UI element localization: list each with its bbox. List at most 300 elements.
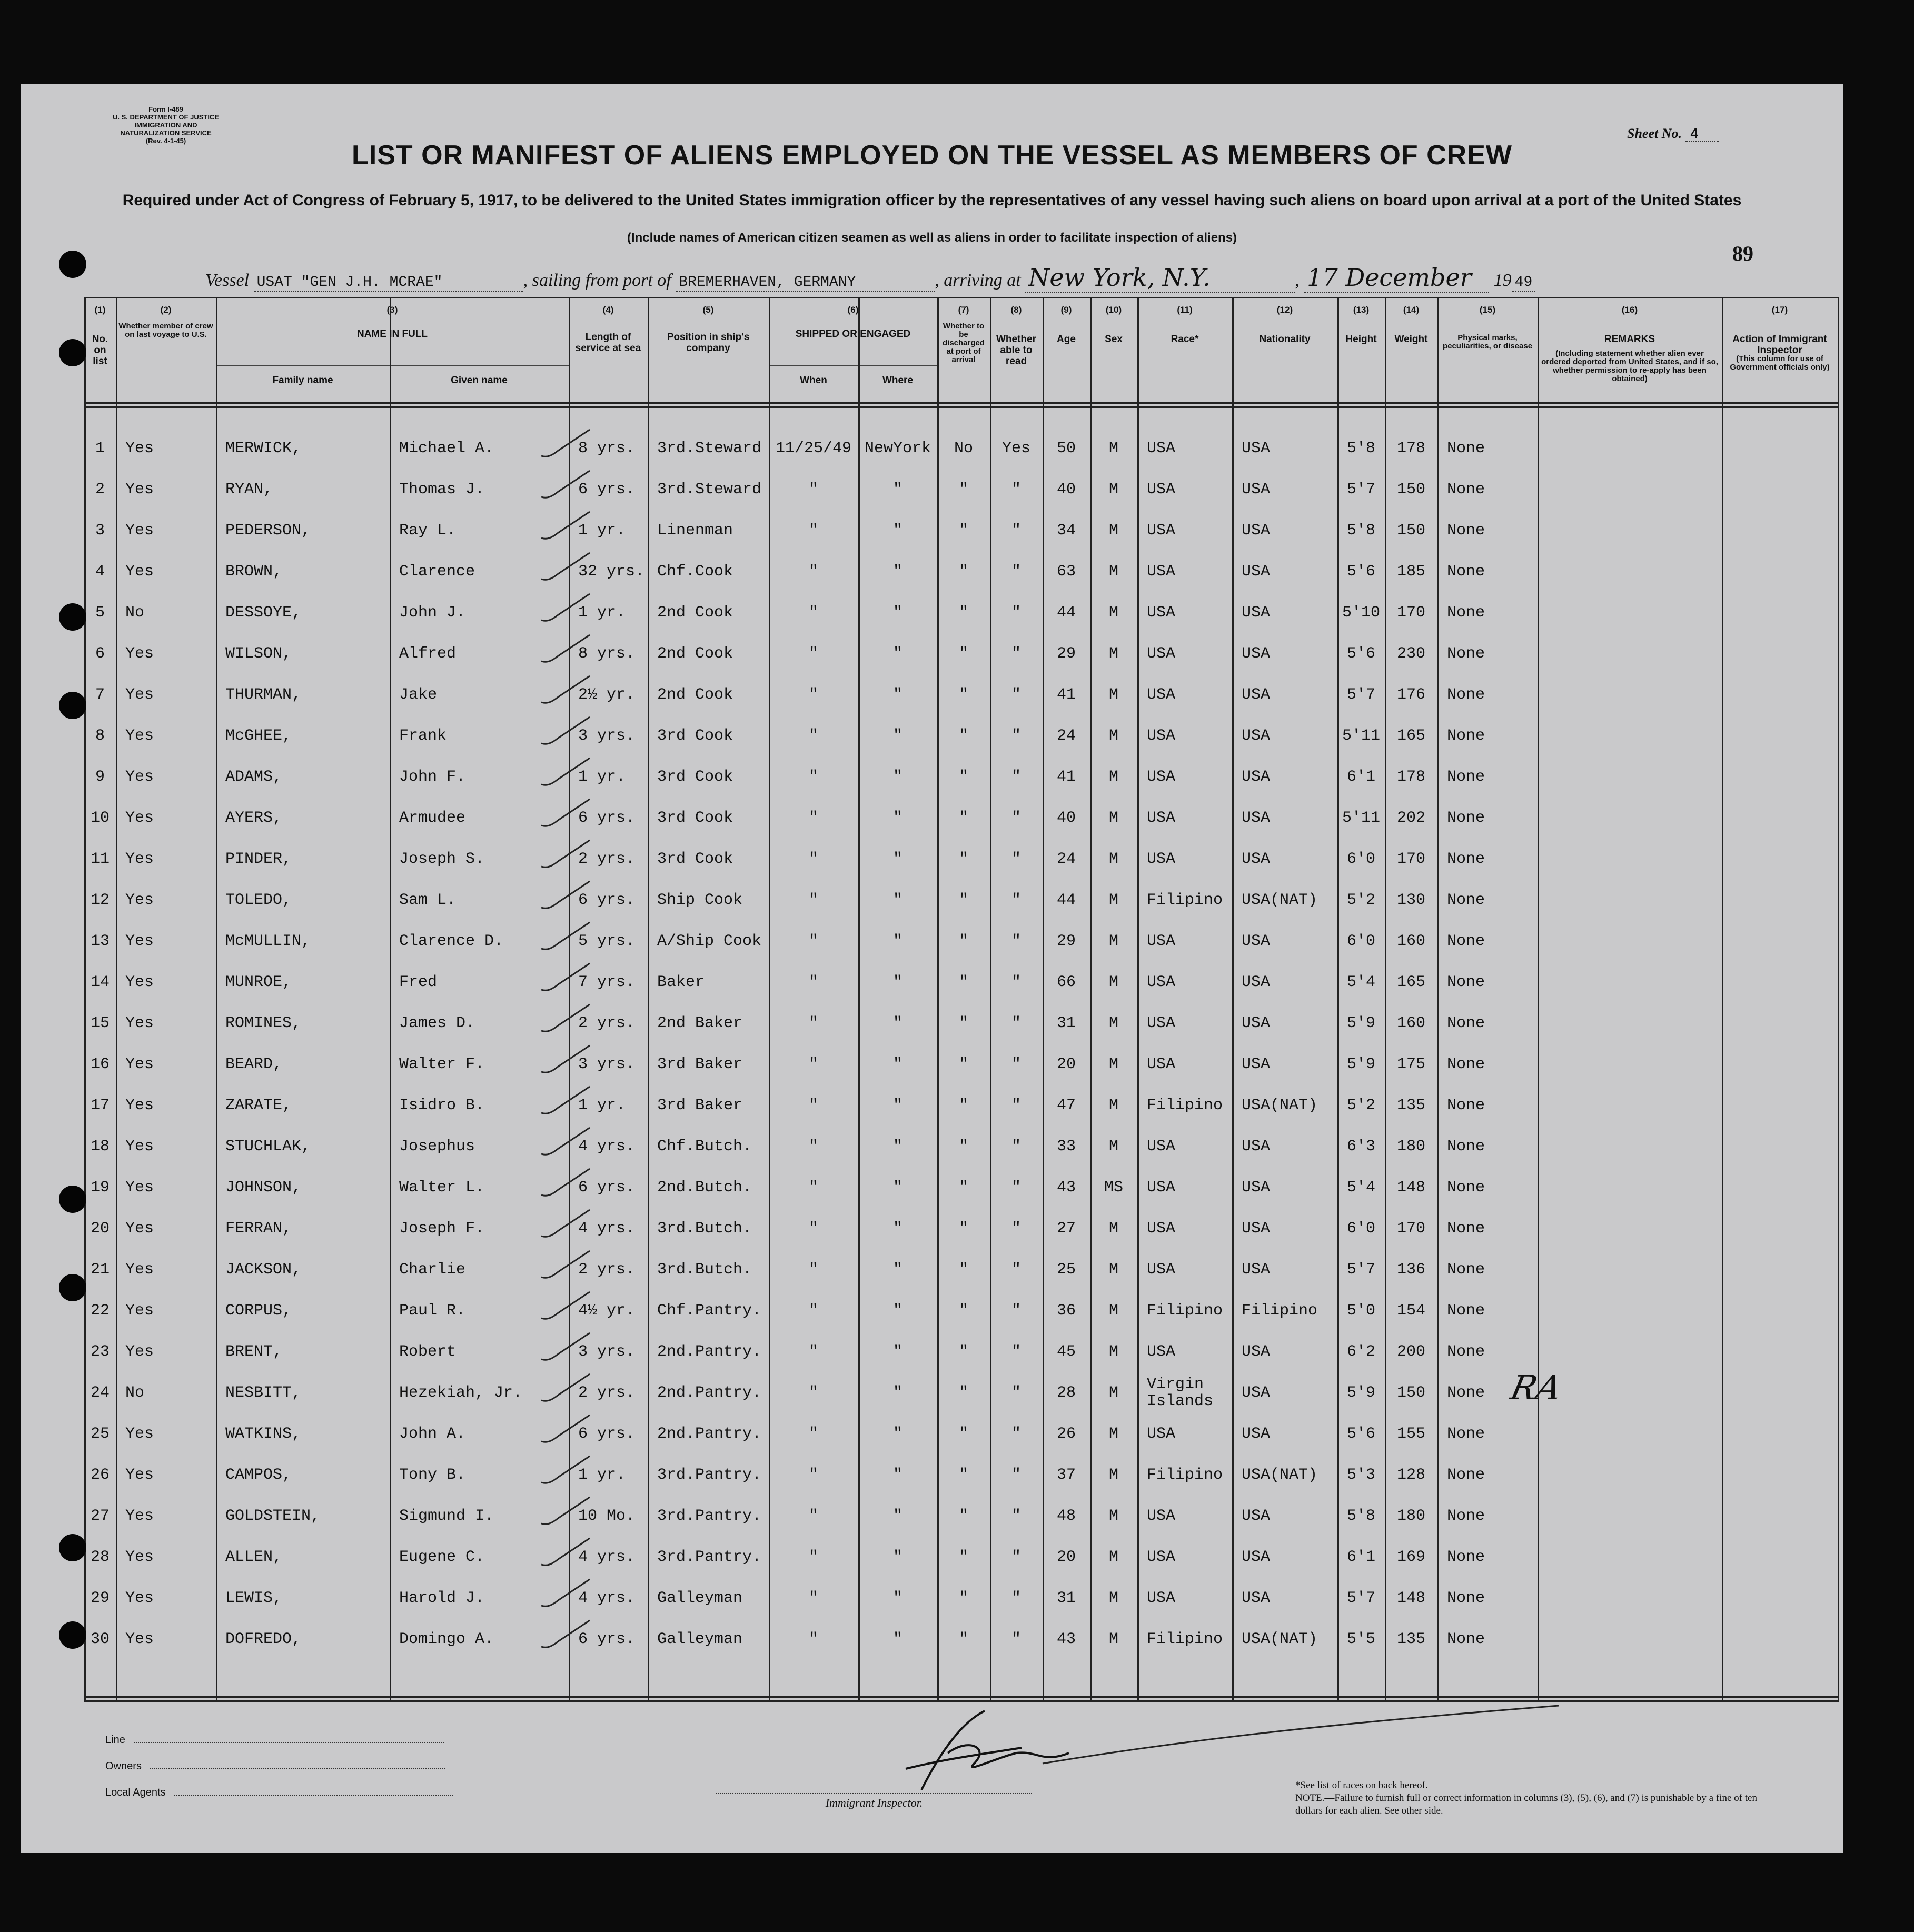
cell-given-name: John A. <box>399 1425 466 1443</box>
crew-row <box>84 1291 1838 1331</box>
cell-age: 44 <box>1056 891 1076 909</box>
owners-label: Owners <box>105 1760 142 1772</box>
cell-race: USA <box>1147 522 1176 540</box>
cell-shipped-when: " <box>808 1384 818 1402</box>
cell-physical-marks: None <box>1447 1220 1485 1238</box>
cell-race: Filipino <box>1147 1302 1223 1320</box>
cell-row-number: 23 <box>90 1343 110 1361</box>
check-mark-icon <box>537 1411 595 1451</box>
crew-row <box>84 552 1838 592</box>
cell-family-name: CAMPOS, <box>225 1466 292 1484</box>
header-c1-label: No. on list <box>92 334 108 367</box>
cell-physical-marks: None <box>1447 645 1485 663</box>
check-mark-icon <box>537 877 595 917</box>
cell-given-name: Hezekiah, Jr. <box>399 1384 523 1402</box>
cell-shipped-when: " <box>808 1548 818 1566</box>
cell-shipped-where: NewYork <box>864 440 931 457</box>
binder-hole <box>59 1186 86 1213</box>
cell-discharged: " <box>958 1589 968 1607</box>
cell-height: 5'7 <box>1346 1261 1375 1279</box>
cell-age: 33 <box>1056 1138 1076 1156</box>
cell-discharged: " <box>958 563 968 581</box>
cell-race: USA <box>1147 1179 1176 1197</box>
cell-age: 40 <box>1056 481 1076 499</box>
check-mark-icon <box>537 507 595 547</box>
cell-able-to-read: " <box>1011 1343 1021 1361</box>
crew-row <box>84 1044 1838 1084</box>
cell-shipped-when: " <box>808 645 818 663</box>
sailing-label: , sailing from port of <box>523 271 671 290</box>
cell-shipped-where: " <box>892 850 903 868</box>
binder-hole <box>59 1274 86 1301</box>
cell-race: USA <box>1147 1589 1176 1607</box>
cell-position: 3rd Baker <box>657 1097 743 1114</box>
header-c7-number: (7) <box>958 305 969 315</box>
cell-given-name: Tony B. <box>399 1466 466 1484</box>
cell-shipped-where: " <box>892 1138 903 1156</box>
cell-family-name: NESBITT, <box>225 1384 302 1402</box>
cell-shipped-where: " <box>892 1014 903 1032</box>
crew-row <box>84 1332 1838 1372</box>
cell-weight: 148 <box>1396 1589 1425 1607</box>
cell-position: 3rd.Steward <box>657 440 762 457</box>
check-mark-icon <box>537 425 595 465</box>
cell-prev-voyage: Yes <box>125 973 154 991</box>
cell-shipped-where: " <box>892 604 903 622</box>
cell-shipped-when: " <box>808 768 818 786</box>
crew-row <box>84 593 1838 633</box>
cell-shipped-when: " <box>808 1261 818 1279</box>
cell-physical-marks: None <box>1447 1055 1485 1073</box>
cell-family-name: FERRAN, <box>225 1220 292 1238</box>
cell-family-name: McGHEE, <box>225 727 292 745</box>
cell-family-name: McMULLIN, <box>225 932 311 950</box>
check-mark-icon <box>537 1575 595 1615</box>
cell-service-length: 6 yrs. <box>578 1630 636 1648</box>
cell-shipped-where: " <box>892 1630 903 1648</box>
cell-family-name: ADAMS, <box>225 768 283 786</box>
crew-row <box>84 429 1838 469</box>
cell-age: 43 <box>1056 1630 1076 1648</box>
cell-prev-voyage: Yes <box>125 1261 154 1279</box>
header-c8-number: (8) <box>1010 305 1022 315</box>
cell-weight: 135 <box>1396 1630 1425 1648</box>
check-mark-icon <box>537 918 595 958</box>
cell-service-length: 3 yrs. <box>578 727 636 745</box>
cell-row-number: 8 <box>95 727 105 745</box>
cell-able-to-read: " <box>1011 645 1021 663</box>
cell-race: USA <box>1147 563 1176 581</box>
cell-given-name: Alfred <box>399 645 457 663</box>
cell-service-length: 8 yrs. <box>578 645 636 663</box>
header-c6-label: SHIPPED OR ENGAGED <box>795 328 911 340</box>
cell-sex: M <box>1108 1014 1118 1032</box>
cell-race: USA <box>1147 645 1176 663</box>
cell-nationality: USA <box>1242 1261 1271 1279</box>
check-mark-icon <box>537 631 595 671</box>
cell-sex: M <box>1108 686 1118 704</box>
cell-sex: M <box>1108 1589 1118 1607</box>
cell-height: 6'0 <box>1346 932 1375 950</box>
cell-row-number: 1 <box>95 440 105 457</box>
cell-sex: M <box>1108 891 1118 909</box>
cell-row-number: 22 <box>90 1302 110 1320</box>
header-c15-number: (15) <box>1479 305 1496 315</box>
cell-discharged: " <box>958 1548 968 1566</box>
cell-shipped-where: " <box>892 891 903 909</box>
cell-position: A/Ship Cook <box>657 932 762 950</box>
cell-race: USA <box>1147 1548 1176 1566</box>
header-c13-label: Height <box>1345 334 1377 345</box>
crew-row <box>84 1085 1838 1126</box>
cell-physical-marks: None <box>1447 973 1485 991</box>
cell-given-name: Eugene C. <box>399 1548 485 1566</box>
cell-service-length: 1 yr. <box>578 768 626 786</box>
cell-shipped-when: " <box>808 1014 818 1032</box>
cell-nationality: USA <box>1242 727 1271 745</box>
header-c17-label: Action of Immigrant Inspector <box>1732 334 1827 356</box>
cell-family-name: PINDER, <box>225 850 292 868</box>
cell-discharged: " <box>958 973 968 991</box>
cell-prev-voyage: Yes <box>125 1179 154 1197</box>
cell-sex: M <box>1108 440 1118 457</box>
voyage-line: Vessel USAT "GEN J.H. MCRAE" , sailing from port of BREMERHAVEN, GERMANY , arriving at New York, N.Y. , 17 December 19 49 <box>205 263 1535 293</box>
cell-shipped-when: " <box>808 1097 818 1114</box>
cell-height: 5'2 <box>1346 891 1375 909</box>
cell-height: 5'8 <box>1346 522 1375 540</box>
cell-age: 28 <box>1056 1384 1076 1402</box>
cell-position: Chf.Pantry. <box>657 1302 762 1320</box>
cell-height: 5'2 <box>1346 1097 1375 1114</box>
cell-discharged: " <box>958 1466 968 1484</box>
footnote <box>1295 1779 1759 1817</box>
header-c12-number: (12) <box>1276 305 1293 315</box>
cell-position: Ship Cook <box>657 891 743 909</box>
remark-initials: RA <box>1507 1369 1565 1408</box>
cell-family-name: JOHNSON, <box>225 1179 302 1197</box>
cell-discharged: " <box>958 1384 968 1402</box>
cell-age: 45 <box>1056 1343 1076 1361</box>
header-c3-number: (3) <box>386 305 398 315</box>
line-field <box>105 1734 444 1746</box>
cell-age: 63 <box>1056 563 1076 581</box>
cell-position: 2nd Baker <box>657 1014 743 1032</box>
cell-able-to-read: " <box>1011 1014 1021 1032</box>
cell-shipped-when: 11/25/49 <box>775 440 852 457</box>
check-mark-icon <box>537 795 595 835</box>
header-c16-label: REMARKS <box>1604 334 1655 345</box>
cell-able-to-read: " <box>1011 522 1021 540</box>
cell-family-name: THURMAN, <box>225 686 302 704</box>
cell-race: Filipino <box>1147 1097 1223 1114</box>
cell-service-length: 6 yrs. <box>578 481 636 499</box>
header-c10-number: (10) <box>1105 305 1122 315</box>
crew-row <box>84 839 1838 879</box>
cell-race: Filipino <box>1147 1466 1223 1484</box>
cell-able-to-read: " <box>1011 1179 1021 1197</box>
cell-given-name: Isidro B. <box>399 1097 485 1114</box>
header-c4-label: Length of service at sea <box>575 332 641 354</box>
cell-physical-marks: None <box>1447 1302 1485 1320</box>
cell-race: Filipino <box>1147 891 1223 909</box>
cell-given-name: Frank <box>399 727 447 745</box>
cell-nationality: USA(NAT) <box>1242 1097 1318 1114</box>
check-mark-icon <box>537 590 595 630</box>
cell-height: 5'6 <box>1346 563 1375 581</box>
header-c17-number: (17) <box>1771 305 1788 315</box>
cell-sex: M <box>1108 1466 1118 1484</box>
cell-physical-marks: None <box>1447 522 1485 540</box>
cell-row-number: 24 <box>90 1384 110 1402</box>
cell-able-to-read: " <box>1011 1220 1021 1238</box>
crew-row <box>84 1250 1838 1290</box>
cell-height: 5'7 <box>1346 481 1375 499</box>
check-mark-icon <box>537 836 595 876</box>
cell-prev-voyage: Yes <box>125 686 154 704</box>
header-c9-number: (9) <box>1060 305 1072 315</box>
cell-prev-voyage: Yes <box>125 1425 154 1443</box>
binder-hole <box>59 603 86 631</box>
check-mark-icon <box>537 959 595 999</box>
cell-race: USA <box>1147 932 1176 950</box>
cell-weight: 130 <box>1396 891 1425 909</box>
cell-shipped-when: " <box>808 1055 818 1073</box>
cell-age: 34 <box>1056 522 1076 540</box>
check-mark-icon <box>537 1329 595 1369</box>
cell-given-name: Josephus <box>399 1138 475 1156</box>
cell-height: 5'6 <box>1346 1425 1375 1443</box>
cell-discharged: " <box>958 522 968 540</box>
cell-prev-voyage: Yes <box>125 891 154 909</box>
cell-family-name: DOFREDO, <box>225 1630 302 1648</box>
cell-family-name: STUCHLAK, <box>225 1138 311 1156</box>
cell-age: 31 <box>1056 1589 1076 1607</box>
cell-nationality: USA <box>1242 809 1271 827</box>
cell-position: 3rd Baker <box>657 1055 743 1073</box>
cell-prev-voyage: Yes <box>125 522 154 540</box>
cell-age: 25 <box>1056 1261 1076 1279</box>
cell-discharged: " <box>958 1302 968 1320</box>
cell-shipped-where: " <box>892 645 903 663</box>
cell-physical-marks: None <box>1447 686 1485 704</box>
shipped-subheader-rule <box>769 365 937 366</box>
cell-weight: 176 <box>1396 686 1425 704</box>
cell-weight: 175 <box>1396 1055 1425 1073</box>
cell-given-name: Walter L. <box>399 1179 485 1197</box>
cell-shipped-when: " <box>808 481 818 499</box>
crew-row <box>84 1455 1838 1495</box>
check-mark-icon <box>537 1616 595 1656</box>
cell-prev-voyage: No <box>125 604 145 622</box>
cell-shipped-when: " <box>808 1507 818 1525</box>
cell-shipped-when: " <box>808 522 818 540</box>
cell-given-name: Paul R. <box>399 1302 466 1320</box>
cell-discharged: " <box>958 727 968 745</box>
cell-row-number: 4 <box>95 563 105 581</box>
cell-shipped-when: " <box>808 932 818 950</box>
cell-physical-marks: None <box>1447 1507 1485 1525</box>
cell-row-number: 21 <box>90 1261 110 1279</box>
cell-weight: 178 <box>1396 768 1425 786</box>
cell-given-name: Thomas J. <box>399 481 485 499</box>
cell-row-number: 12 <box>90 891 110 909</box>
cell-service-length: 7 yrs. <box>578 973 636 991</box>
cell-shipped-where: " <box>892 1179 903 1197</box>
cell-service-length: 4 yrs. <box>578 1548 636 1566</box>
cell-sex: MS <box>1104 1179 1123 1197</box>
arriving-label: , arriving at <box>935 271 1021 290</box>
cell-able-to-read: " <box>1011 1138 1021 1156</box>
crew-row <box>84 1003 1838 1043</box>
cell-family-name: ROMINES, <box>225 1014 302 1032</box>
page-title: LIST OR MANIFEST OF ALIENS EMPLOYED ON THE VESSEL AS MEMBERS OF CREW <box>352 140 1512 171</box>
cell-shipped-where: " <box>892 1425 903 1443</box>
cell-shipped-when: " <box>808 1179 818 1197</box>
cell-given-name: Sigmund I. <box>399 1507 494 1525</box>
cell-position: Galleyman <box>657 1630 743 1648</box>
cell-race: USA <box>1147 1138 1176 1156</box>
cell-able-to-read: " <box>1011 1055 1021 1073</box>
cell-discharged: " <box>958 1097 968 1114</box>
cell-shipped-when: " <box>808 1630 818 1648</box>
cell-able-to-read: " <box>1011 768 1021 786</box>
binder-hole <box>59 1621 86 1649</box>
cell-weight: 150 <box>1396 481 1425 499</box>
cell-height: 5'9 <box>1346 1384 1375 1402</box>
cell-given-name: Ray L. <box>399 522 457 540</box>
check-mark-icon <box>537 1370 595 1410</box>
cell-row-number: 18 <box>90 1138 110 1156</box>
cell-weight: 128 <box>1396 1466 1425 1484</box>
cell-age: 24 <box>1056 727 1076 745</box>
cell-race: USA <box>1147 768 1176 786</box>
cell-prev-voyage: Yes <box>125 850 154 868</box>
cell-sex: M <box>1108 1343 1118 1361</box>
page-subtitle: Required under Act of Congress of February 5, 1917, to be delivered to the United States immigration officer by the representatives of any vessel having such aliens on board upon arrival at a port of the United States <box>122 192 1742 209</box>
cell-height: 5'8 <box>1346 1507 1375 1525</box>
cell-service-length: 6 yrs. <box>578 809 636 827</box>
cell-given-name: James D. <box>399 1014 475 1032</box>
cell-prev-voyage: Yes <box>125 1466 154 1484</box>
crew-row <box>84 470 1838 510</box>
cell-shipped-where: " <box>892 727 903 745</box>
cell-height: 5'5 <box>1346 1630 1375 1648</box>
cell-age: 24 <box>1056 850 1076 868</box>
cell-nationality: USA <box>1242 686 1271 704</box>
cell-height: 6'0 <box>1346 1220 1375 1238</box>
header-c13-number: (13) <box>1353 305 1370 315</box>
cell-physical-marks: None <box>1447 1466 1485 1484</box>
cell-service-length: 1 yr. <box>578 522 626 540</box>
form-identifier <box>105 105 226 145</box>
cell-row-number: 9 <box>95 768 105 786</box>
cell-given-name: Joseph F. <box>399 1220 485 1238</box>
header-c7-label: Whether to be discharged at port of arrival <box>942 322 985 364</box>
cell-service-length: 32 yrs. <box>578 563 645 581</box>
cell-shipped-when: " <box>808 1343 818 1361</box>
cell-shipped-when: " <box>808 1466 818 1484</box>
cell-discharged: " <box>958 891 968 909</box>
cell-able-to-read: " <box>1011 1097 1021 1114</box>
crew-row <box>84 1496 1838 1536</box>
cell-nationality: USA <box>1242 645 1271 663</box>
cell-service-length: 2½ yr. <box>578 686 636 704</box>
cell-family-name: ZARATE, <box>225 1097 292 1114</box>
cell-family-name: GOLDSTEIN, <box>225 1507 321 1525</box>
cell-prev-voyage: Yes <box>125 768 154 786</box>
crew-table <box>84 297 1838 1702</box>
table-bottom-rule <box>84 1696 1838 1698</box>
cell-weight: 230 <box>1396 645 1425 663</box>
cell-age: 43 <box>1056 1179 1076 1197</box>
cell-race: USA <box>1147 1261 1176 1279</box>
cell-able-to-read: " <box>1011 1302 1021 1320</box>
header-action-note: (This column for use of Government officials only) <box>1730 354 1830 372</box>
cell-sex: M <box>1108 768 1118 786</box>
cell-able-to-read: " <box>1011 1507 1021 1525</box>
header-given-name: Given name <box>451 375 508 386</box>
cell-family-name: ALLEN, <box>225 1548 283 1566</box>
owners-field <box>105 1760 445 1772</box>
crew-row <box>84 962 1838 1002</box>
cell-weight: 148 <box>1396 1179 1425 1197</box>
cell-height: 6'1 <box>1346 768 1375 786</box>
cell-given-name: Clarence D. <box>399 932 504 950</box>
cell-physical-marks: None <box>1447 891 1485 909</box>
cell-race: USA <box>1147 1343 1176 1361</box>
cell-nationality: USA <box>1242 850 1271 868</box>
cell-discharged: " <box>958 1507 968 1525</box>
crew-row <box>84 1619 1838 1659</box>
cell-service-length: 5 yrs. <box>578 932 636 950</box>
cell-weight: 200 <box>1396 1343 1425 1361</box>
cell-race: USA <box>1147 973 1176 991</box>
cell-sex: M <box>1108 1220 1118 1238</box>
cell-family-name: RYAN, <box>225 481 273 499</box>
cell-shipped-where: " <box>892 522 903 540</box>
departure-port: BREMERHAVEN, GERMANY <box>676 274 935 292</box>
cell-age: 41 <box>1056 768 1076 786</box>
cell-shipped-where: " <box>892 1384 903 1402</box>
cell-shipped-when: " <box>808 850 818 868</box>
header-c2-number: (2) <box>160 305 172 315</box>
cell-service-length: 2 yrs. <box>578 1384 636 1402</box>
cell-discharged: " <box>958 1425 968 1443</box>
cell-family-name: WILSON, <box>225 645 292 663</box>
header-c1-number: (1) <box>94 305 106 315</box>
cell-discharged: " <box>958 1343 968 1361</box>
sheet-number-label: Sheet No. <box>1627 126 1682 141</box>
form-number: Form I-489 <box>148 105 183 113</box>
cell-position: Chf.Butch. <box>657 1138 752 1156</box>
cell-family-name: BEARD, <box>225 1055 283 1073</box>
inspector-label: Immigrant Inspector. <box>716 1793 1032 1810</box>
cell-shipped-when: " <box>808 1589 818 1607</box>
table-top-rule <box>84 297 1838 298</box>
cell-position: 3rd Cook <box>657 809 733 827</box>
name-subheader-rule <box>216 365 569 366</box>
cell-given-name: Walter F. <box>399 1055 485 1073</box>
header-c14-label: Weight <box>1394 334 1428 345</box>
cell-service-length: 4½ yr. <box>578 1302 636 1320</box>
cell-prev-voyage: Yes <box>125 932 154 950</box>
cell-position: 2nd.Pantry. <box>657 1343 762 1361</box>
check-mark-icon <box>537 1247 595 1287</box>
cell-physical-marks: None <box>1447 604 1485 622</box>
cell-sex: M <box>1108 1507 1118 1525</box>
arrival-port: New York, N.Y. <box>1025 263 1295 293</box>
cell-weight: 170 <box>1396 1220 1425 1238</box>
